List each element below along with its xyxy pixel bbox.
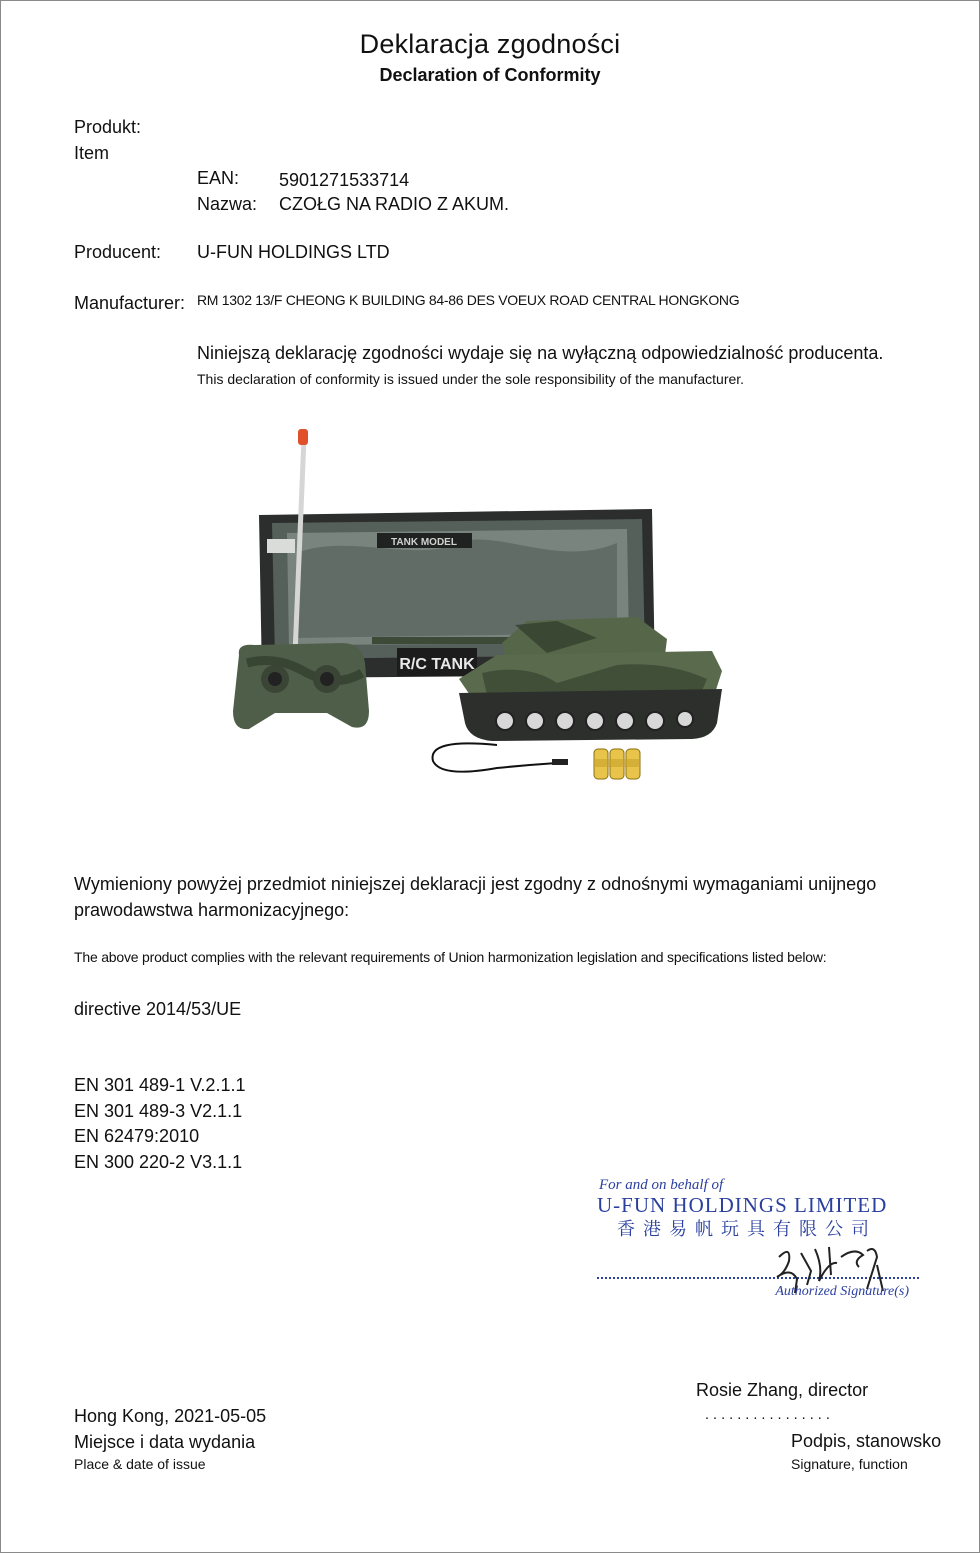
standard-item: EN 300 220-2 V3.1.1	[74, 1152, 243, 1172]
place-date-label-pl: Miejsce i data wydania	[74, 1432, 256, 1452]
signature-dots: . . . . . . . . . . . . . . . .	[705, 1407, 830, 1423]
stamp-authorized-text: Authorized Signature(s)	[775, 1284, 909, 1299]
ean-label: EAN:	[197, 168, 240, 188]
box-title-text: TANK MODEL	[391, 537, 457, 548]
signature-label-en: Signature, function	[791, 1456, 908, 1472]
stamp-company-chinese: 香港易帆玩具有限公司	[617, 1219, 877, 1240]
standard-item: EN 62479:2010	[74, 1126, 200, 1146]
standard-item: EN 301 489-1 V.2.1.1	[74, 1075, 246, 1095]
stamp-company-name: U-FUN HOLDINGS LIMITED	[597, 1193, 888, 1217]
manufacturer-address: RM 1302 13/F CHEONG K BUILDING 84-86 DES VOEUX ROAD CENTRAL HONGKONG	[197, 292, 740, 308]
product-label-en: Item	[74, 143, 110, 163]
ean-value: 5901271533714	[279, 170, 410, 190]
name-value: CZOŁG NA RADIO Z AKUM.	[279, 194, 510, 214]
producer-label: Producent:	[74, 242, 162, 262]
box-side-text: R/C TANK	[399, 656, 475, 673]
product-label-pl: Produkt:	[74, 117, 142, 137]
compliance-en: The above product complies with the relevant requirements of Union harmonization legislation and specifications listed below:	[74, 949, 827, 965]
place-date-label-en: Place & date of issue	[74, 1456, 206, 1472]
company-stamp	[591, 1173, 931, 1313]
standard-item: EN 301 489-3 V2.1.1	[74, 1101, 243, 1121]
responsibility-pl: Niniejszą deklarację zgodności wydaje się na wyłączną odpowiedzialność producenta.	[197, 343, 884, 363]
manufacturer-label: Manufacturer:	[74, 293, 186, 313]
product-photo	[197, 393, 737, 793]
stamp-behalf-text: For and on behalf of	[599, 1177, 724, 1193]
directive: directive 2014/53/UE	[74, 999, 242, 1019]
name-label: Nazwa:	[197, 194, 258, 214]
compliance-pl-line2: prawodawstwa harmonizacyjnego:	[74, 900, 350, 920]
responsibility-en: This declaration of conformity is issued under the sole responsibility of the manufacturer.	[197, 371, 745, 387]
producer-name: U-FUN HOLDINGS LTD	[197, 242, 390, 262]
document-title: Deklaracja zgodności	[359, 29, 621, 59]
place-date: Hong Kong, 2021-05-05	[74, 1406, 267, 1426]
document-subtitle: Declaration of Conformity	[379, 65, 601, 85]
compliance-pl-line1: Wymieniony powyżej przedmiot niniejszej deklaracji jest zgodny z odnośnymi wymaganiami unijnego	[74, 874, 877, 894]
signature-label-pl: Podpis, stanowsko	[791, 1431, 942, 1451]
signer-name: Rosie Zhang, director	[696, 1380, 869, 1400]
